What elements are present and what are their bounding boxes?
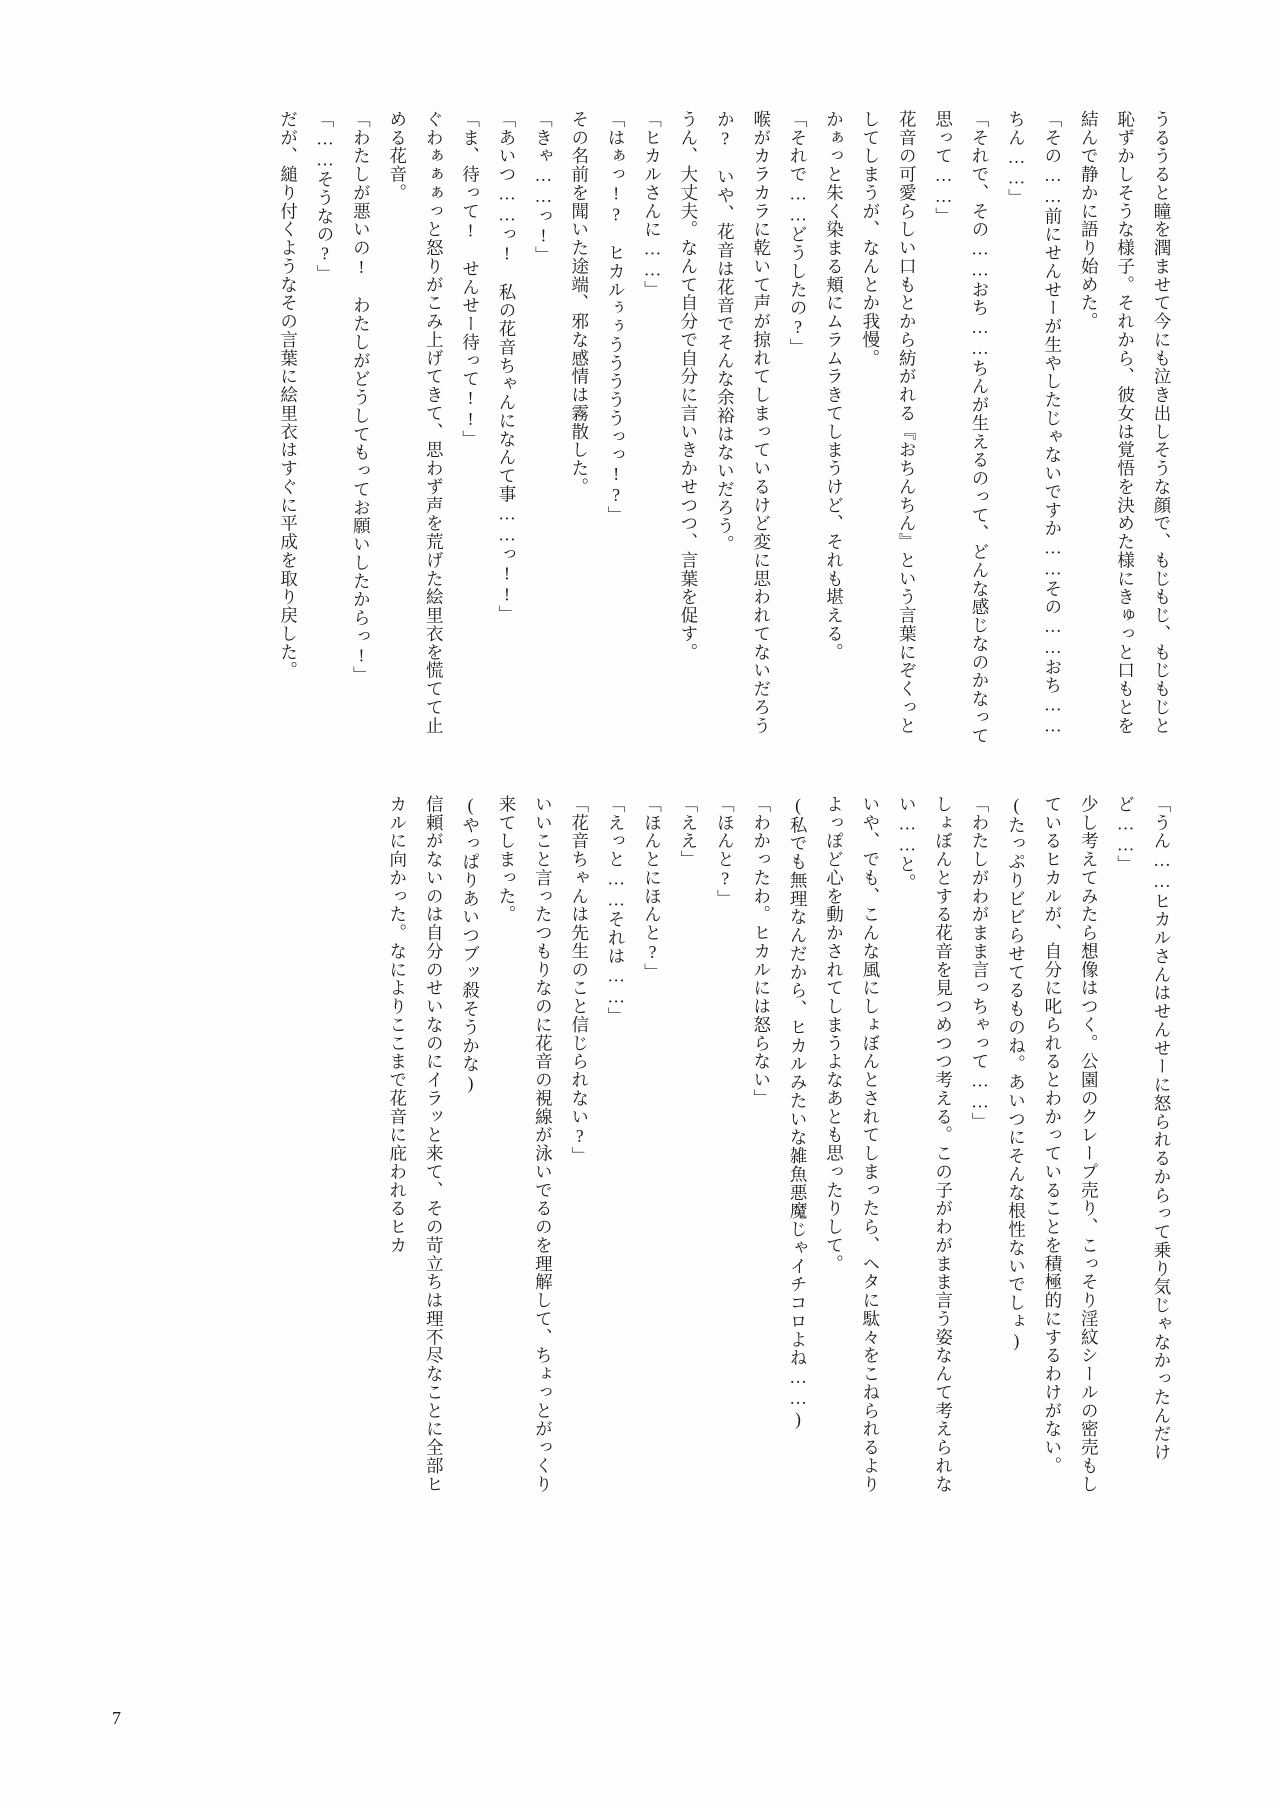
paragraph: 「わたしが悪いの! わたしがどうしてもってお願いしたからっ!」 [351, 110, 372, 685]
paragraph: 「きゃ……っ!」 [533, 110, 554, 265]
paragraph: (私でも無理なんだから、ヒカルみたいな雑魚悪魔じゃイチコロよね……) [788, 795, 809, 1430]
paragraph: かぁっと朱く染まる頬にムラムラきてしまうけど、それも堪える。 [824, 110, 845, 662]
paragraph: (たっぷりビビらせてるものね。あいつにそんな根性ないでしょ) [1006, 795, 1027, 1352]
paragraph: いや、でも、こんな風にしょぼんとされてしまったら、ヘタに駄々をこねられるよりよっぽど心を動かされてしまうよなあとも思ったりして。 [824, 795, 881, 1494]
paragraph: 「……そうなの?」 [315, 110, 336, 283]
paragraph: (やっぱりあいつブッ殺そうかな) [460, 795, 481, 1094]
paragraph: いいこと言ったつもりなのに花音の視線が泳いでるのを理解して、ちょっとがっくり来てしまった。 [496, 795, 554, 1494]
paragraph: 「それで、その……おち……ちんが生えるのって、どんな感じなのかなって思って……」 [933, 110, 991, 745]
text-column-lower [180, 795, 1180, 1495]
paragraph: 「ほんと?」 [715, 795, 736, 908]
page-number: 7 [112, 1708, 121, 1728]
paragraph: しょぼんとする花音を見つめつつ考える。この子がわがまま言う姿なんて考えられない……と。 [897, 795, 954, 1494]
paragraph: 「ほんとにほんと?」 [642, 795, 663, 982]
paragraph: うるうると瞳を潤ませて今にも泣き出しそうな顔で、もじもじ、もじもじと恥ずかしそうな様子。それから、彼女は覚悟を決めた様にきゅっと口もとを結んで静かに語り始めた。 [1079, 110, 1172, 735]
paragraph: 少し考えてみたら想像はつく。公園のクレープ売り、こっそり淫紋シールの密売もしているヒカルが、自分に叱られるとわかっていることを積極的にするわけがない。 [1042, 795, 1100, 1494]
paragraph: 「はぁっ!? ヒカルぅぅうううううっっ!?」 [606, 110, 627, 525]
paragraph: 喉がカラカラに乾いて声が掠れてしまっているけど変に思われてないだろうか? いや、花音は花音でそんな余裕はないだろう。 [715, 110, 772, 735]
paragraph: 「えっと……それは……」 [606, 795, 627, 1026]
paragraph: 「その……前にせんせーが生やしたじゃないですか……その……おち……ちん……」 [1006, 110, 1063, 737]
paragraph: だが、縋り付くようなその言葉に絵里衣はすぐに平成を取り戻した。 [278, 110, 299, 680]
paragraph: その名前を聞いた途端、邪な感情は霧散した。 [569, 110, 590, 496]
paragraph: 「花音ちゃんは先生のこと信じられない?」 [569, 795, 590, 1165]
paragraph: 「うん……ヒカルさんはせんせーに怒られるからって乗り気じゃなかったんだけど……」 [1115, 795, 1172, 1462]
paragraph: 「ええ」 [678, 795, 699, 869]
paragraph: うん、大丈夫。なんて自分で自分に言いきかせつつ、言葉を促す。 [678, 110, 699, 662]
paragraph: 信頼がないのは自分のせいなのにイラッと来て、その苛立ちは理不尽なことに全部ヒカルに向かった。なによりここまで花音に庇われるヒカ [387, 795, 445, 1494]
text-column-upper [180, 110, 1180, 750]
paragraph: 花音の可愛らしい口もとから紡がれる『おちんちん』という言葉にぞくっとしてしまうが、なんとか我慢。 [860, 110, 918, 735]
paragraph: 「ヒカルさんに……」 [642, 110, 663, 299]
paragraph: 「あいつ……っ! 私の花音ちゃんになんて事……っ!!」 [496, 110, 517, 624]
paragraph: 「ま、待って! せんせー待って!!」 [460, 110, 481, 449]
paragraph: 「わたしがわがまま言っちゃって……」 [970, 795, 991, 1131]
paragraph: ぐわぁぁぁっと怒りがこみ上げてきて、思わず声を荒げた絵里衣を慌てて止める花音。 [387, 110, 445, 735]
paragraph: 「それで……どうしたの?」 [788, 110, 809, 357]
paragraph: 「わかったわ。ヒカルには怒らない」 [751, 795, 772, 1108]
